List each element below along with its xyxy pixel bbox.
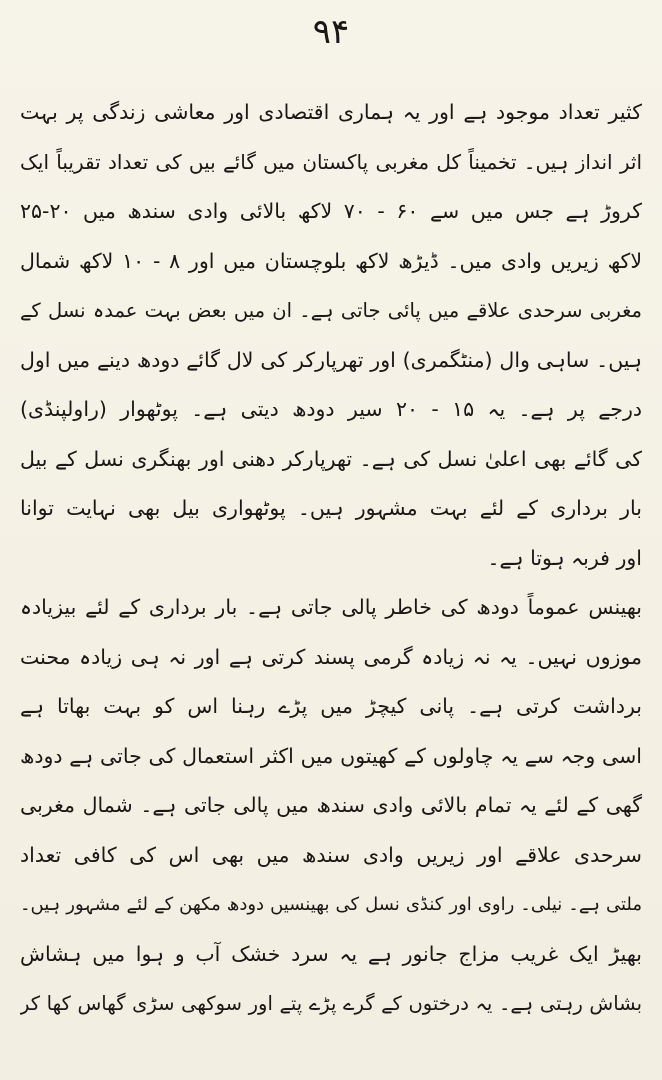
text-line: بشاش رہتی ہے۔ یہ درختوں کے گرے پڑے پتے اور سوکھی سڑی گھاس کھا کر bbox=[20, 992, 642, 1015]
text-line: ہیں۔ ساہی وال (منٹگمری) اور تھرپارکر کی لال گائے دودھ دینے میں اول bbox=[20, 347, 642, 372]
text-line: درجے پر ہے۔ یہ ۱۵ - ۲۰ سیر دودھ دیتی ہے۔ پوٹھوار (راولپنڈی) bbox=[20, 397, 642, 421]
text-line: کثیر تعداد موجود ہے اور یہ ہماری اقتصادی اور معاشی زندگی پر بہت bbox=[20, 100, 642, 124]
text-line: بھینس عموماً دودھ کی خاطر پالی جاتی ہے۔ بار برداری کے لئے بیزیادہ bbox=[20, 595, 642, 619]
paragraph-end-line: اور فربہ ہوتا ہے۔ bbox=[487, 545, 642, 570]
text-line: کی گائے بھی اعلیٰ نسل کی ہے۔ تھرپارکر دھنی اور بھنگری نسل کے بیل bbox=[20, 446, 642, 471]
page-number: ۹۴ bbox=[312, 12, 350, 52]
text-line: بار برداری کے لئے بہت مشہور ہیں۔ پوٹھواری بیل بھی نہایت توانا bbox=[20, 496, 642, 520]
text-line: اسی وجہ سے یہ چاولوں کے کھیتوں میں اکثر استعمال کی جاتی ہے دودھ bbox=[20, 743, 642, 768]
text-line: موزوں نہیں۔ یہ نہ زیادہ گرمی پسند کرتی ہے اور نہ ہی زیادہ محنت bbox=[20, 644, 642, 669]
text-line: کروڑ ہے جس میں سے ۶۰ - ۷۰ لاکھ بالائی وادی سندھ میں ۲۰-۲۵ bbox=[20, 199, 642, 223]
text-line: اثر انداز ہیں۔ تخمیناً کل مغربی پاکستان میں گائے بیں کی تعداد تقریباً ایک bbox=[20, 149, 642, 174]
text-line: ملتی ہے۔ نیلی۔ راوی اور کنڈی نسل کی بھینسیں دودھ مکھن کے لئے مشہور ہیں۔ bbox=[20, 894, 642, 915]
text-line: برداشت کرتی ہے۔ پانی کیچڑ میں پڑے رہنا اس کو بہت بھاتا ہے bbox=[20, 694, 642, 718]
urdu-text-body bbox=[20, 88, 642, 1029]
text-line: گھی کے لئے یہ تمام بالائی وادی سندھ میں پالی جاتی ہے۔ شمال مغربی bbox=[20, 793, 642, 817]
text-line: بھیڑ ایک غریب مزاج جانور ہے یہ سرد خشک آب و ہوا میں ہشاش bbox=[20, 941, 642, 966]
text-line: لاکھ زیریں وادی میں۔ ڈیڑھ لاکھ بلوچستان میں اور ۸ - ۱۰ لاکھ شمال bbox=[20, 248, 642, 273]
text-line: مغربی سرحدی علاقے میں پائی جاتی ہے۔ ان میں بعض بہت عمدہ نسل کے bbox=[20, 299, 642, 322]
text-line: سرحدی علاقے اور زیریں وادی سندھ میں بھی اس کی کافی تعداد bbox=[20, 842, 642, 867]
